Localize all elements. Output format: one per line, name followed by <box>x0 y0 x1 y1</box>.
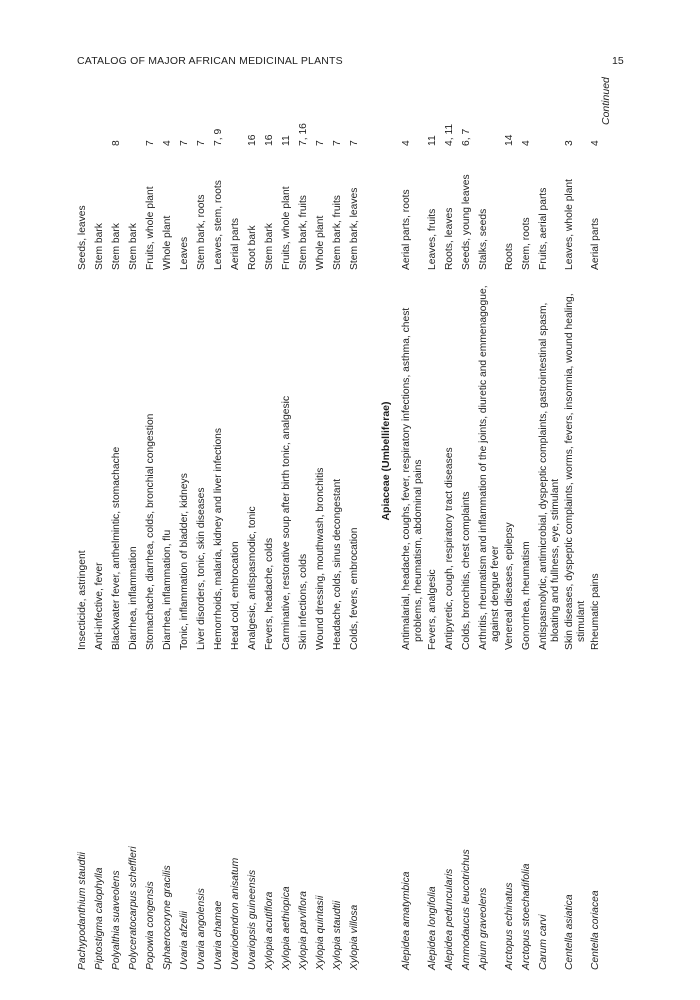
table-row <box>262 90 279 970</box>
table-row <box>588 90 605 970</box>
table-body-annonaceae <box>75 90 364 970</box>
traditional-uses: Diarrhea, inflammation <box>128 546 139 650</box>
plant-name: Xylopia aethiopica <box>281 886 292 970</box>
plant-name: Polyalthia suaveolens <box>111 870 122 970</box>
plant-name: Centella coriacea <box>590 890 601 970</box>
traditional-uses <box>538 272 562 650</box>
reference: 16 <box>264 134 275 146</box>
table-row <box>126 90 143 970</box>
plant-part: Leaves, fruits <box>427 208 438 270</box>
reference: 3 <box>564 140 575 146</box>
traditional-uses: Venereal diseases, epilepsy <box>504 522 515 650</box>
reference: 14 <box>504 134 515 146</box>
traditional-uses: Diarrhea, inflammation, flu <box>162 529 173 650</box>
plant-name: Polyceratocarpus scheffleri <box>128 846 139 970</box>
traditional-uses: Fevers, analgesic <box>427 569 438 650</box>
traditional-uses: Analgesic, antispasmodic, tonic <box>247 506 258 650</box>
reference: 4 <box>590 140 601 146</box>
plant-name: Arctopus stoechadifolia <box>521 863 532 970</box>
table-row <box>442 90 459 970</box>
table-row <box>109 90 126 970</box>
plant-name: Uvaria angolensis <box>196 888 207 970</box>
table-row <box>476 90 502 970</box>
reference: 7, 9 <box>213 128 224 146</box>
traditional-uses <box>478 272 502 650</box>
reference: 7 <box>196 140 207 146</box>
table-row <box>536 90 562 970</box>
table-row <box>177 90 194 970</box>
table-row <box>519 90 536 970</box>
table-row <box>562 90 588 970</box>
uses-line-1: Antispasmolytic, antimicrobial, dyspeptic complaints, gastrointestinal spasm, <box>538 302 549 650</box>
uses-line-2: stimulant <box>576 600 587 642</box>
traditional-uses: Antipyretic, cough, respiratory tract diseases <box>444 447 455 650</box>
traditional-uses: Head cold, embrocation <box>230 541 241 650</box>
running-title: CATALOG OF MAJOR AFRICAN MEDICINAL PLANTS <box>77 55 343 67</box>
plant-part: Fruits, whole plant <box>281 186 292 270</box>
reference: 8 <box>111 140 122 146</box>
traditional-uses <box>564 272 588 650</box>
table-row <box>313 90 330 970</box>
uses-line-1: Arthritis, rheumatism and inflammation of the joints, diuretic and emmenagogue, <box>478 285 489 650</box>
plant-name: Ammodaucus leucotrichus <box>461 849 472 970</box>
plant-part: Roots, leaves <box>444 207 455 270</box>
table-row <box>92 90 109 970</box>
plant-name: Uvaria afzelii <box>179 911 190 970</box>
table-body-apiaceae <box>399 90 605 970</box>
running-header <box>0 55 700 75</box>
plant-name: Xylopia acutiflora <box>264 891 275 970</box>
plant-part: Whole plant <box>162 215 173 270</box>
plant-part: Leaves, stem, roots <box>213 180 224 270</box>
reference: 6, 7 <box>461 128 472 146</box>
plant-name: Xylopia staudtii <box>332 900 343 970</box>
table-row <box>459 90 476 970</box>
uses-line-1: Antimalarial, headache, coughs, fever, respiratory infections, asthma, chest <box>401 307 412 650</box>
plant-name: Piptostigma calophylla <box>94 867 105 970</box>
traditional-uses: Carminative, restorative soup after birth tonic, analgesic <box>281 395 292 650</box>
plant-part: Aerial parts, roots <box>401 189 412 270</box>
reference: 7 <box>332 140 343 146</box>
plant-part: Stem bark, leaves <box>349 187 360 270</box>
plant-part: Stem bark <box>111 223 122 270</box>
plant-part: Stem bark <box>94 223 105 270</box>
reference: 4 <box>401 140 412 146</box>
plant-part: Aerial parts <box>230 217 241 270</box>
table-row <box>160 90 177 970</box>
plant-name: Xylopia quintasii <box>315 895 326 970</box>
plant-part: Leaves <box>179 236 190 270</box>
plant-part: Leaves, whole plant <box>564 178 575 270</box>
traditional-uses: Colds, bronchitis, chest complaints <box>461 491 472 650</box>
uses-line-2: problems, rheumatism, abdominal pains <box>413 459 424 642</box>
plant-part: Roots <box>504 243 515 270</box>
traditional-uses: Tonic, inflammation of bladder, kidneys <box>179 473 190 650</box>
plant-part: Seeds, leaves <box>77 205 88 270</box>
reference: 7, 16 <box>298 123 309 146</box>
table-row <box>143 90 160 970</box>
table-row <box>296 90 313 970</box>
family-heading-row <box>376 90 399 970</box>
table-row <box>228 90 245 970</box>
continued-note: Continued <box>600 77 612 125</box>
medicinal-plants-table <box>75 90 635 970</box>
reference: 11 <box>281 135 292 146</box>
plant-part: Fruits, aerial parts <box>538 187 549 270</box>
reference: 16 <box>247 134 258 146</box>
table-row <box>211 90 228 970</box>
traditional-uses: Blackwater fever, anthelmintic, stomachache <box>111 446 122 650</box>
plant-part: Stem bark <box>128 223 139 270</box>
plant-name: Alepidea longifolia <box>427 886 438 970</box>
reference: 4, 11 <box>444 123 455 146</box>
traditional-uses: Hemorrhoids, malaria, kidney and liver infections <box>213 427 224 650</box>
uses-line-1: Skin diseases, dyspeptic complaints, worms, fevers, insomnia, wound healing, <box>564 293 575 650</box>
plant-name: Uvariodendron anisatum <box>230 857 241 970</box>
reference: 4 <box>521 140 532 146</box>
plant-part: Stem, roots <box>521 217 532 270</box>
plant-name: Uvariopsis guineensis <box>247 869 258 970</box>
plant-name: Xylopia parviflora <box>298 891 309 970</box>
plant-part: Stem bark, roots <box>196 194 207 270</box>
traditional-uses: Anti-infective, fever <box>94 562 105 650</box>
plant-name: Sphaerocoryne gracilis <box>162 865 173 970</box>
plant-part: Fruits, whole plant <box>145 186 156 270</box>
plant-part: Stem bark, fruits <box>332 195 343 270</box>
reference: 7 <box>145 140 156 146</box>
page-number: 15 <box>612 55 624 67</box>
table-row <box>245 90 262 970</box>
traditional-uses: Insecticide, astringent <box>77 550 88 650</box>
reference: 11 <box>427 135 438 146</box>
plant-name: Popowia congensis <box>145 881 156 970</box>
table-row <box>194 90 211 970</box>
traditional-uses: Stomachache, diarrhea, colds, bronchial congestion <box>145 413 156 650</box>
plant-name: Centella asiatica <box>564 894 575 970</box>
reference: 7 <box>315 140 326 146</box>
plant-part: Stem bark, fruits <box>298 195 309 270</box>
reference: 7 <box>349 140 360 146</box>
plant-part: Root bark <box>247 225 258 270</box>
plant-name: Carum carvi <box>538 914 549 970</box>
plant-part: Seeds, young leaves <box>461 174 472 270</box>
table-row <box>330 90 347 970</box>
traditional-uses: Liver disorders, tonic, skin diseases <box>196 487 207 650</box>
plant-name: Apium graveolens <box>478 887 489 970</box>
plant-name: Uvaria chamae <box>213 900 224 970</box>
plant-name: Pachypodanthium staudtii <box>77 852 88 970</box>
table-row <box>399 90 425 970</box>
traditional-uses: Wound dressing, mouthwash, bronchitis <box>315 467 326 650</box>
table-row <box>502 90 519 970</box>
uses-line-2: bloating and fullness, eye, stimulant <box>550 478 561 642</box>
traditional-uses: Skin infections, colds <box>298 553 309 650</box>
traditional-uses: Colds, fevers, embrocation <box>349 527 360 650</box>
plant-part: Aerial parts <box>590 217 601 270</box>
plant-part: Whole plant <box>315 215 326 270</box>
plant-name: Xylopia villosa <box>349 904 360 970</box>
plant-name: Arctopus echinatus <box>504 882 515 970</box>
traditional-uses: Headache, colds, sinus decongestant <box>332 478 343 650</box>
plant-part: Stalks, seeds <box>478 208 489 270</box>
plant-name: Alepidea peduncularis <box>444 868 455 970</box>
plant-name: Alepidea amatymbica <box>401 871 412 970</box>
family-heading: Apiaceae (Umbelliferae) <box>380 401 392 521</box>
table-row <box>347 90 364 970</box>
table-row <box>425 90 442 970</box>
traditional-uses <box>401 272 425 650</box>
traditional-uses: Rheumatic pains <box>590 573 601 650</box>
traditional-uses: Gonorrhea, rheumatism <box>521 541 532 650</box>
plant-part: Stem bark <box>264 223 275 270</box>
reference: 4 <box>162 140 173 146</box>
traditional-uses: Fevers, headache, colds <box>264 537 275 650</box>
uses-line-2: against dengue fever <box>490 545 501 642</box>
table-row <box>75 90 92 970</box>
reference: 7 <box>179 140 190 146</box>
table-row <box>279 90 296 970</box>
